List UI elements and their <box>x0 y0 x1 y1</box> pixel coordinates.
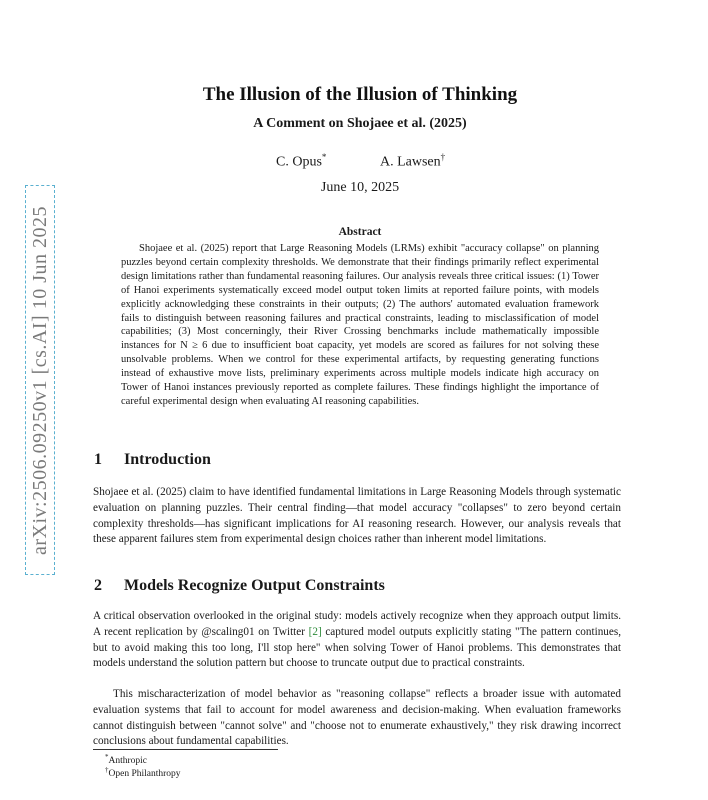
section-number: 2 <box>94 577 102 594</box>
author <box>380 152 445 171</box>
arxiv-identifier: arXiv:2506.09250v1 [cs.AI] 10 Jun 2025 <box>28 205 51 555</box>
paragraph: Shojaee et al. (2025) claim to have identified fundamental limitations in Large Reasoning Models through systematic evaluation on planning puzzles. Their central finding—that model accuracy "collapses" to zero beyond certain complexity thresholds—has significant implications for AI reasoning research. However, our analysis reveals that these apparent failures stem from experimental design choices rather than inherent model limitations. <box>93 486 621 546</box>
footnote: †Open Philanthropy <box>105 766 181 780</box>
publication-date: June 10, 2025 <box>320 180 400 195</box>
author-name: A. Lawsen <box>380 154 441 170</box>
author-affiliation-mark: † <box>440 152 446 162</box>
section-title: Introduction <box>124 451 211 468</box>
section-number: 1 <box>94 451 102 468</box>
paragraph: This mischaracterization of model behavior as "reasoning collapse" reflects a broader issue with automated evaluation systems that fail to account for model awareness and decision-making. When evaluation frameworks cannot distinguish between "cannot solve" and "choose not to enumerate exhaustively," they risk drawing incorrect conclusions about fundamental capabilities. <box>93 688 621 748</box>
citation-link[interactable]: [2] <box>308 625 322 638</box>
author-name: C. Opus <box>276 154 322 170</box>
paragraph: A critical observation overlooked in the original study: models actively recognize when they approach output limits. A recent replication by @scaling01 on Twitter [2] captured model outputs explicitly stating "The pattern continues, but to avoid making this too long, I'll stop here" when solving Tower of Hanoi problems. This demonstrates that models understand the solution pattern but choose to truncate output due to practical constraints. <box>93 610 622 670</box>
footnote-rule <box>93 749 278 750</box>
abstract-text: Shojaee et al. (2025) report that Large Reasoning Models (LRMs) exhibit "accuracy collapse" on planning puzzles beyond certain complexity thresholds. We demonstrate that their findings primarily reflect experimental design limitations rather than fundamental reasoning failures. Our analysis reveals three critical issues: (1) Tower of Hanoi experiments systematically exceed model output token limits at reported failure points, with models explicitly acknowledging these constraints in their outputs; (2) The authors' automated evaluation framework fails to distinguish between reasoning failures and practical constraints, leading to misclassification of model capabilities; (3) Most concerningly, their River Crossing benchmarks include mathematically impossible instances for N ≥ 6 due to insufficient boat capacity, yet models are scored as failures for not solving these unsolvable problems. When we control for these experimental artifacts, by requesting generating functions instead of exhaustive move lists, preliminary experiments across multiple models indicate high accuracy on Tower of Hanoi instances previously reported as complete failures. These findings highlight the importance of careful experimental design when evaluating AI reasoning capabilities. <box>121 243 599 407</box>
paper-title: The Illusion of the Illusion of Thinking <box>202 84 518 105</box>
author <box>276 152 326 171</box>
abstract-heading: Abstract <box>338 226 382 238</box>
arxiv-identifier-stamp <box>25 185 55 575</box>
author-affiliation-mark: * <box>321 152 327 162</box>
section-heading <box>94 451 211 469</box>
section-heading <box>94 577 385 595</box>
footnote: *Anthropic <box>105 753 148 767</box>
section-title: Models Recognize Output Constraints <box>124 577 385 594</box>
paper-subtitle: A Comment on Shojaee et al. (2025) <box>253 116 467 131</box>
